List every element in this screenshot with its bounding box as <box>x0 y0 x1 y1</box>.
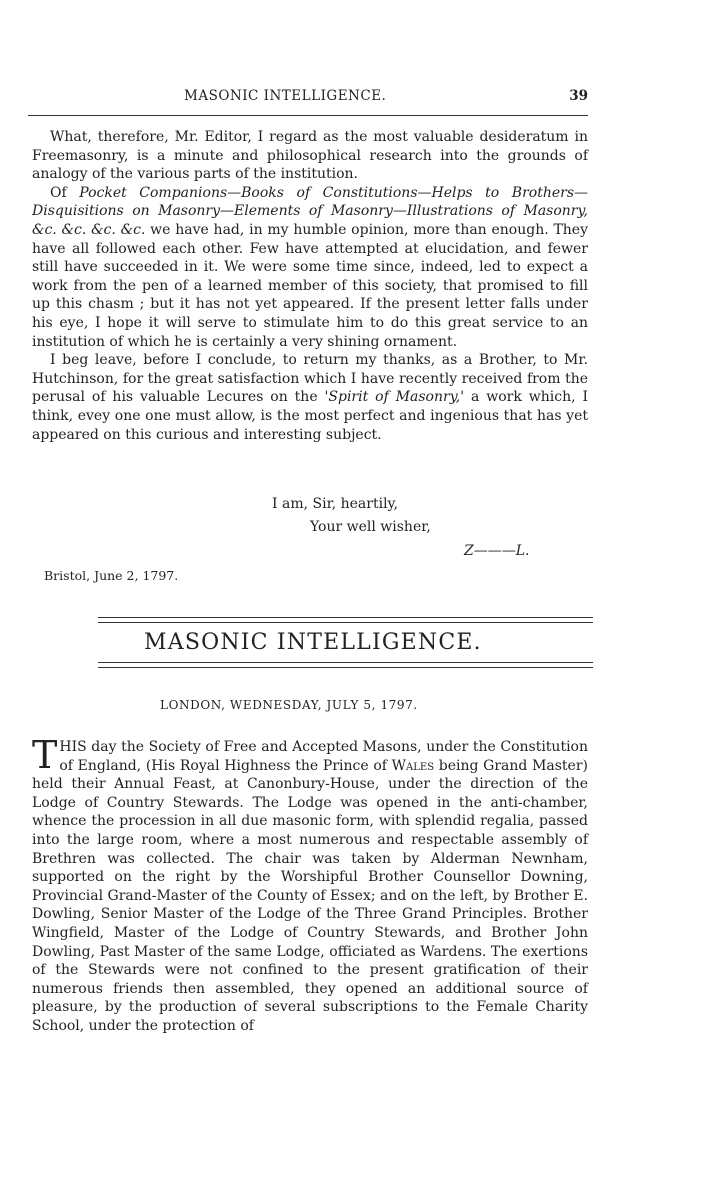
report-body <box>32 733 588 1036</box>
letter-text: Of <box>50 184 80 201</box>
report-paragraph <box>32 733 588 1036</box>
signature: Z———L. <box>464 543 530 559</box>
report-text: being Grand Master) held their Annual Feast, at Canonbury-House, under the direction of the Lodge of Country Stewards. The Lodge was opened in the anti-chamber, whence the procession in all due masonic form, with splendid regalia, passed into the large room, where a most numerous and respectable assembly of Brethren was collected. The chair was taken by Alderman Newnham, supported on the right by the Worshipful Brother Counsellor Downing, Provincial Grand-Master of the County of Essex; and on the left, by Brother E. Dowling, Senior Master of the Lodge of the Three Grand Principles. Brother Wingfield, Master of the Lodge of Country Stewards, and Brother John Dowling, Past Master of the same Lodge, officiated as Wardens. The exertions of the Stewards were not confined to the present gratification of their numerous friends then assembled, they opened an additional source of pleasure, by the production of several subscriptions to the Female Charity School, under the protection of <box>32 757 588 1034</box>
letter-text: What, therefore, Mr. Editor, I regard as the most valuable desideratum in Freemasonry, is a minute and philosophical research into the grounds of analogy of the various parts of the institution. <box>32 129 588 183</box>
letter-dateline: Bristol, June 2, 1797. <box>44 568 179 583</box>
section-title: MASONIC INTELLIGENCE. <box>144 630 482 655</box>
drop-cap: T <box>32 733 58 777</box>
report-text-smallcaps: Wales <box>391 757 435 774</box>
running-title: MASONIC INTELLIGENCE. <box>184 88 387 104</box>
section-rule <box>98 667 593 668</box>
closing-line: I am, Sir, heartily, <box>272 496 399 512</box>
letter-text: a work which, I think, evey one one must allow, is the most perfect and ingenious that has yet appeared on this curious and interesting subject. <box>32 389 589 443</box>
page-number: 39 <box>569 88 588 104</box>
report-text: HIS day the Society of Free and Accepted Masons, under the Constitution of England, (His Royal Highness the Prince of <box>59 739 588 774</box>
header-rule <box>28 115 588 116</box>
letter-body <box>32 128 588 444</box>
letter-paragraph-3 <box>32 351 588 444</box>
letter-text: we have had, in my humble opinion, more than enough. They have all followed each other. Few have attempted at elucidation, and fewer still have succeeded in it. We were some time since, indeed, led to expect a work from the pen of a learned member of this society, that promised to fill up this chasm ; but it has not yet appeared. If the present letter falls under his eye, I hope it will serve to stimulate him to do this great service to an institution of which he is certainly a very shining ornament. <box>32 221 588 350</box>
book-titles: Pocket Companions—Books of Constitutions—Helps to Brothers—Disquisitions on Masonry—Elements of Masonry—Illustrations of Masonry, &c. &c. &c. &c. <box>32 184 589 238</box>
report-dateline: LONDON, WEDNESDAY, JULY 5, 1797. <box>160 698 418 712</box>
letter-paragraph-1 <box>32 128 588 184</box>
running-header <box>28 88 588 108</box>
letter-paragraph-2 <box>32 184 588 351</box>
closing-line: Your well wisher, <box>310 519 431 535</box>
section-rule <box>98 662 593 663</box>
page <box>28 0 588 1178</box>
letter-text: I beg leave, before I conclude, to return my thanks, as a Brother, to Mr. Hutchinson, for the great satisfaction which I have recently received from the perusal of his valuable Lecures on the <box>32 352 588 406</box>
book-title: 'Spirit of Masonry,' <box>324 389 465 406</box>
section-rule <box>98 617 593 618</box>
section-rule <box>98 622 593 623</box>
letter-closing <box>28 496 584 576</box>
